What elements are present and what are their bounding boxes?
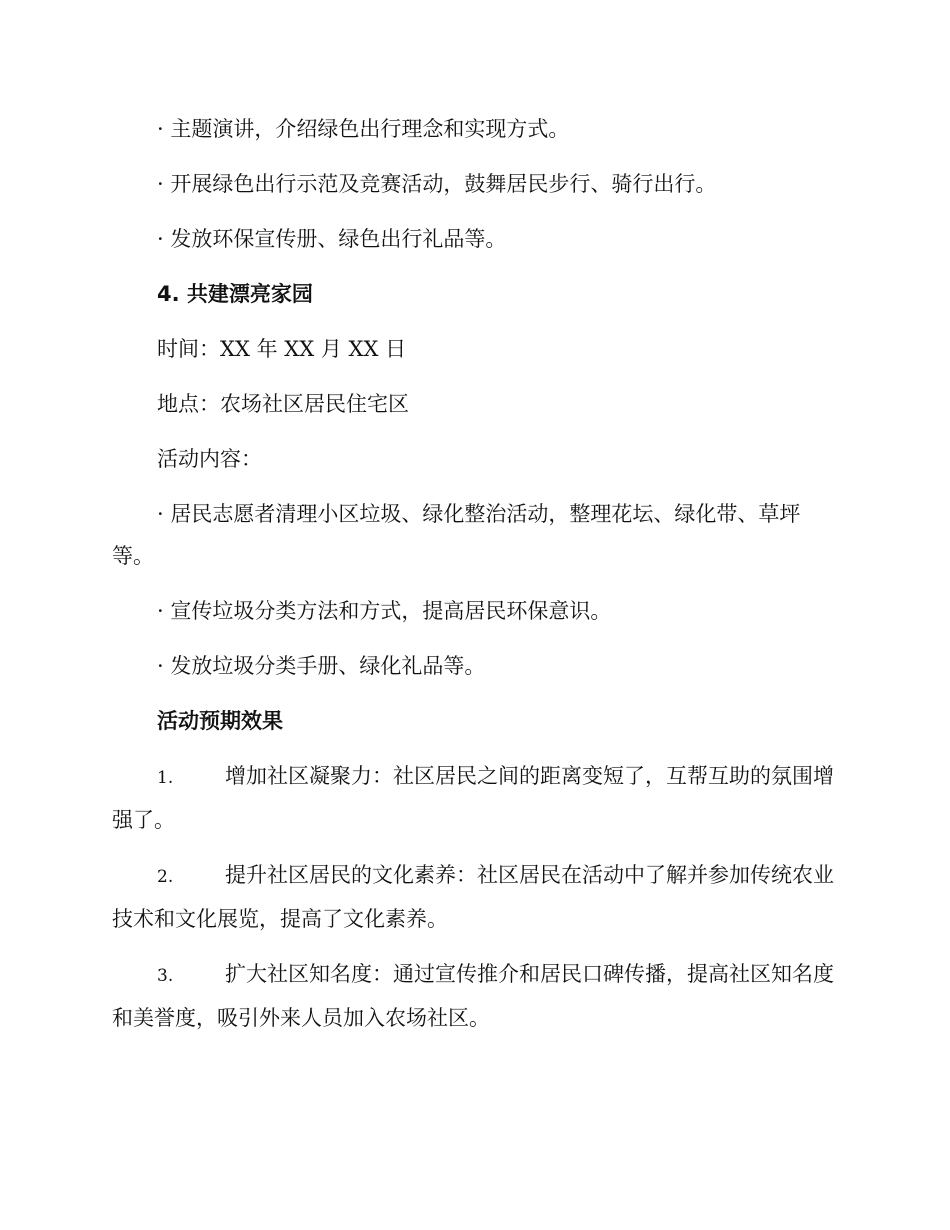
section-heading: 4. 共建漂亮家园 (157, 282, 313, 306)
bullet-item: · 宣传垃圾分类方法和方式，提高居民环保意识。 (157, 599, 612, 623)
document-body (112, 108, 837, 1052)
bullet-item: · 主题演讲，介绍绿色出行理念和实现方式。 (157, 117, 570, 141)
item-text: 提升社区居民的文化素养：社区居民在活动中了解并参加传统农业技术和文化展览，提高了文化素养。 (112, 863, 834, 931)
item-text: 增加社区凝聚力：社区居民之间的距离变短了，互帮互助的氛围增强了。 (112, 764, 834, 832)
content-label: 活动内容： (157, 447, 262, 471)
numbered-item (112, 755, 837, 841)
item-number: 2. (157, 867, 174, 887)
section-heading: 活动预期效果 (157, 709, 283, 733)
item-number: 1. (157, 768, 174, 788)
bullet-item: · 发放环保宣传册、绿色出行礼品等。 (157, 227, 507, 251)
bullet-item: · 开展绿色出行示范及竞赛活动，鼓舞居民步行、骑行出行。 (157, 172, 717, 196)
item-text: 扩大社区知名度：通过宣传推介和居民口碑传播，提高社区知名度和美誉度，吸引外来人员加入农场社区。 (112, 962, 834, 1030)
numbered-item (112, 953, 837, 1039)
event-time: 时间：XX 年 XX 月 XX 日 (157, 337, 407, 361)
bullet-item: · 发放垃圾分类手册、绿化礼品等。 (157, 654, 486, 678)
numbered-item (112, 854, 837, 940)
item-number: 3. (157, 966, 174, 986)
event-place: 地点：农场社区居民住宅区 (157, 392, 409, 416)
bullet-item: · 居民志愿者清理小区垃圾、绿化整治活动，整理花坛、绿化带、草坪等。 (112, 502, 801, 568)
